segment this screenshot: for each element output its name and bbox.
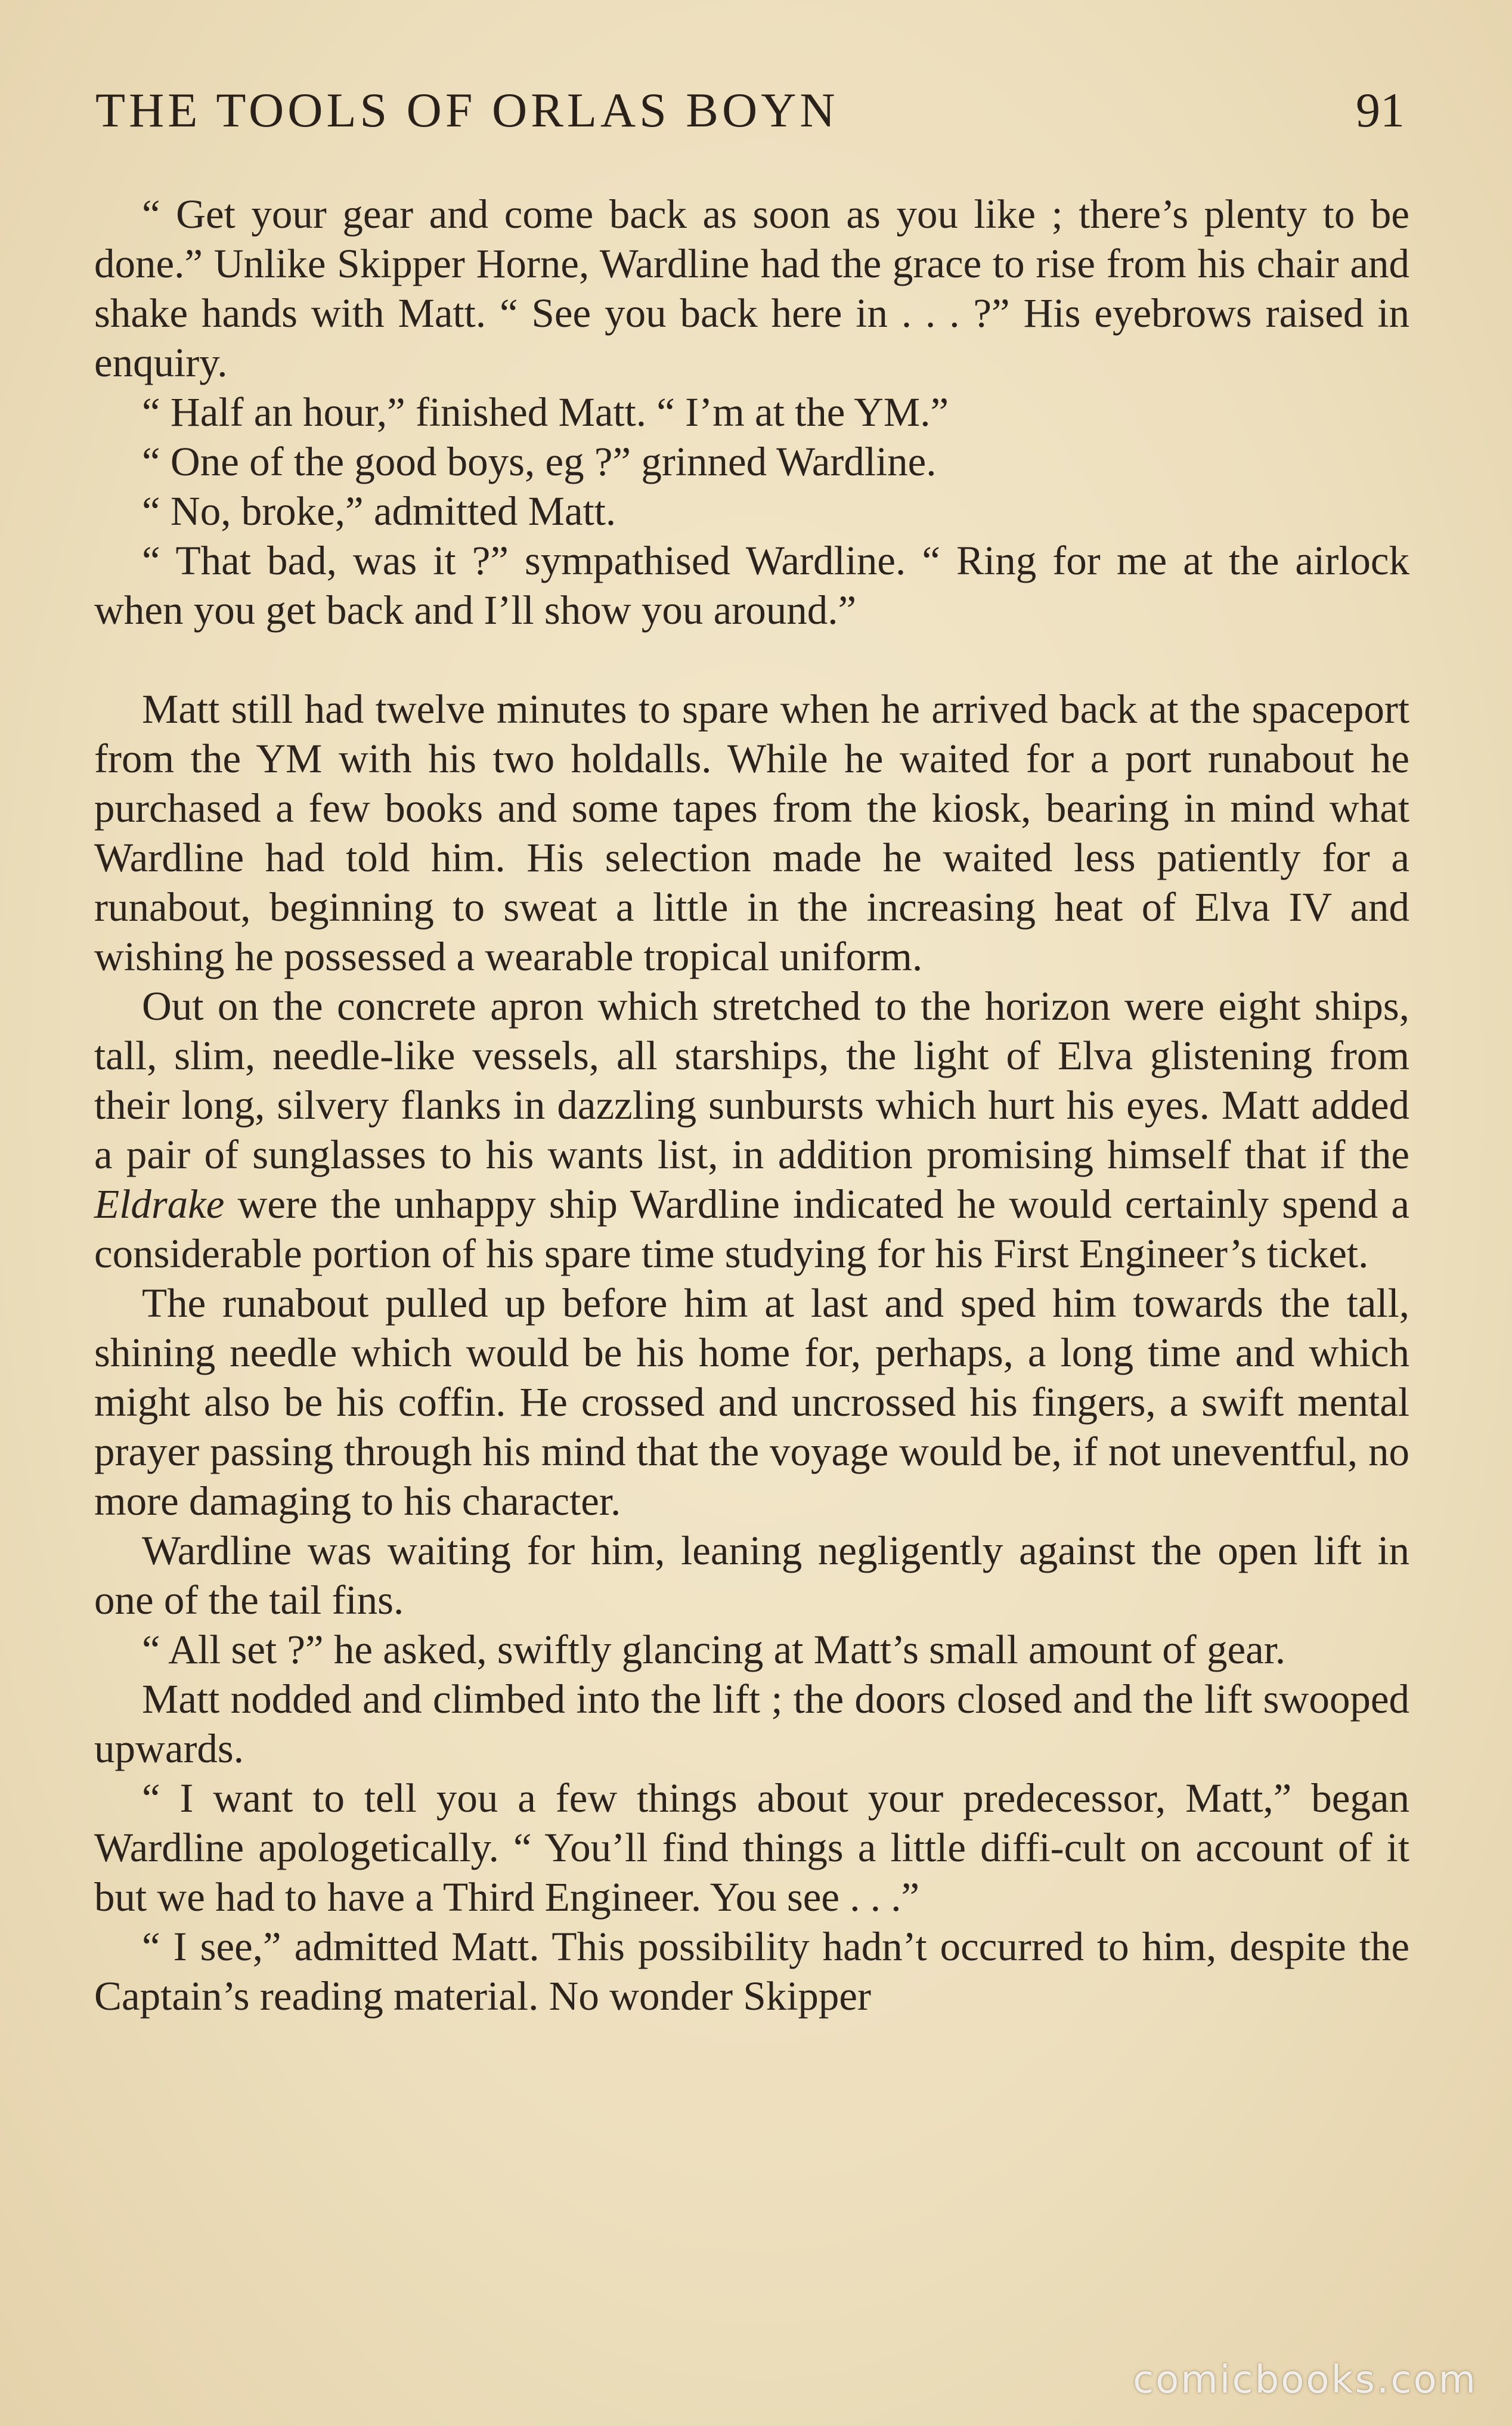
paragraph: “ Half an hour,” finished Matt. “ I’m at the YM.” (142, 389, 949, 435)
watermark: comicbooks.com (1132, 2358, 1477, 2402)
paragraph: Matt still had twelve minutes to spare when he arrived back at the spaceport from the YM with his two holdalls. While he waited for a port runabout he purchased a few books and some tapes from the kiosk, bearing in mind what Wardline had told him. His selection made he waited less patiently for a runabout, beginning to sweat a little in the increasing heat of Elva IV and wishing he possessed a wearable tropical uniform. (94, 686, 1409, 979)
paragraph: “ I see,” admitted Matt. This possibility hadn’t occurred to him, despite the Captain’s reading material. No wonder Skipper (94, 1924, 1409, 2019)
paragraph-text: were the unhappy ship Wardline indicated he would certainly spend a considerable portion of his spare time studying for his First Engineer’s ticket. (94, 1181, 1409, 1276)
paragraph (94, 982, 1409, 1279)
body-text (94, 190, 1409, 2021)
paragraph: “ One of the good boys, eg ?” grinned Wardline. (142, 439, 937, 484)
page-number: 91 (1356, 83, 1405, 137)
running-title: THE TOOLS OF ORLAS BOYN (95, 83, 839, 137)
paragraph: The runabout pulled up before him at last and sped him towards the tall, shining needle which would be his home for, perhaps, a long time and which might also be his coffin. He crossed and uncrossed his fingers, a swift mental prayer passing through his mind that the voyage would be, if not uneventful, no more damaging to his character. (94, 1280, 1409, 1524)
paragraph: “ No, broke,” admitted Matt. (142, 488, 616, 534)
paragraph: Wardline was waiting for him, leaning negligently against the open lift in one of the tail fins. (94, 1528, 1409, 1623)
paragraph: “ I want to tell you a few things about your predecessor, Matt,” began Wardline apologetically. “ You’ll find things a little diffi-cult on account of it but we had to have a Third Engineer. You see . . .” (94, 1775, 1409, 1920)
paragraph: Matt nodded and climbed into the lift ; the doors closed and the lift swooped upwards. (94, 1676, 1409, 1771)
page-header (95, 82, 1405, 148)
paragraph: “ All set ?” he asked, swiftly glancing at Matt’s small amount of gear. (142, 1627, 1286, 1672)
paragraph: “ That bad, was it ?” sympathised Wardline. “ Ring for me at the airlock when you get back and I’ll show you around.” (94, 538, 1409, 633)
paragraph: “ Get your gear and come back as soon as you like ; there’s plenty to be done.” Unlike Skipper Horne, Wardline had the grace to rise from his chair and shake hands with Matt. “ See you back here in . . . ?” His eyebrows raised in enquiry. (94, 191, 1409, 385)
paragraph-text: Out on the concrete apron which stretched to the horizon were eight ships, tall, slim, needle-like vessels, all starships, the light of Elva glistening from their long, silvery flanks in dazzling sunbursts which hurt his eyes. Matt added a pair of sunglasses to his wants list, in addition promising himself that if the (94, 983, 1409, 1177)
ship-name-italic: Eldrake (94, 1181, 225, 1227)
